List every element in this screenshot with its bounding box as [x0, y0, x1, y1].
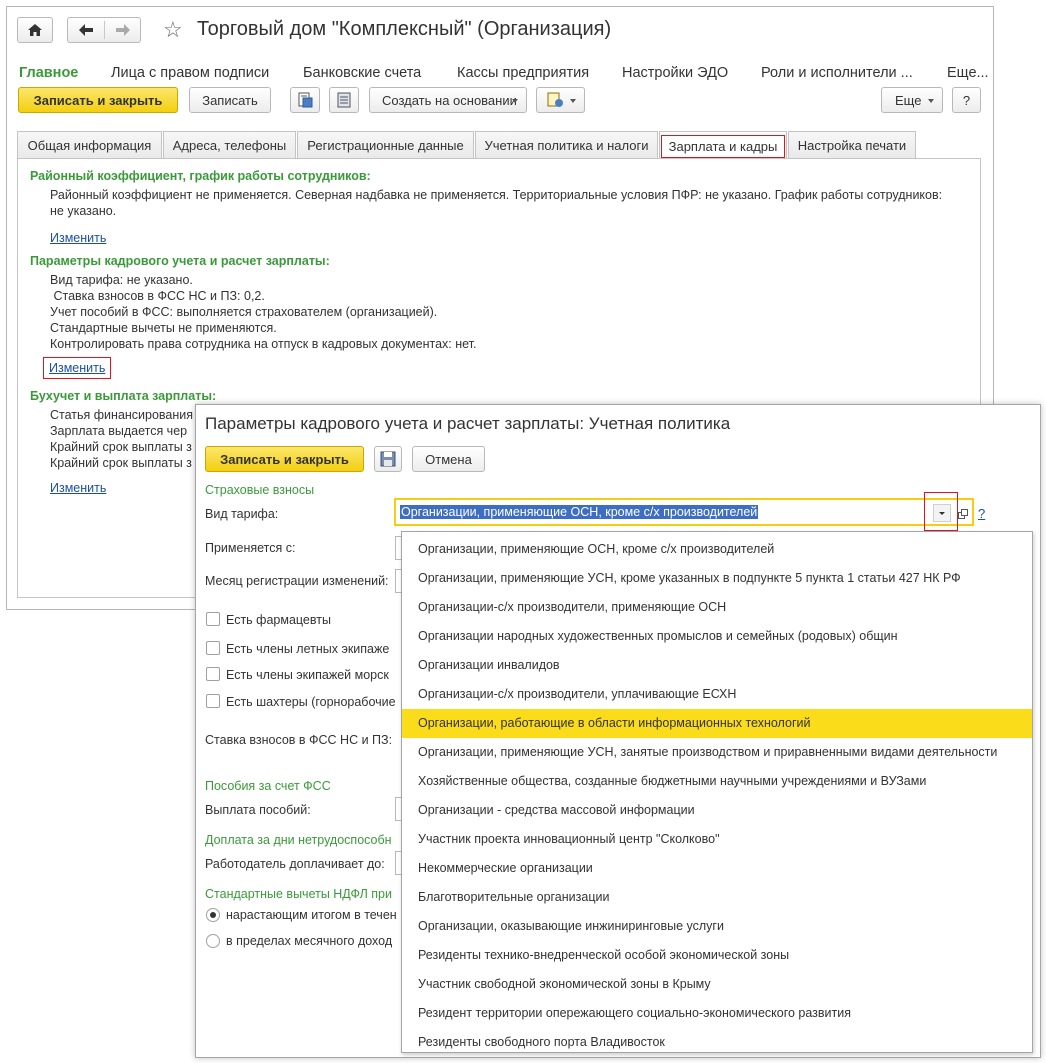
title-bar	[17, 17, 989, 81]
tariff-dropdown-button[interactable]	[933, 504, 951, 522]
tariff-option[interactable]: Некоммерческие организации	[418, 861, 593, 875]
floppy-disk-icon	[380, 451, 396, 467]
hr-params-line: Контролировать права сотрудника на отпуск в кадровых документах: нет.	[50, 337, 477, 351]
regional-change-link[interactable]: Изменить	[50, 231, 107, 245]
document-print-icon	[297, 92, 313, 108]
tab-strip	[17, 131, 987, 159]
tariff-option[interactable]: Резиденты свободного порта Владивосток	[418, 1035, 665, 1049]
tariff-option[interactable]: Организации - средства массовой информации	[418, 803, 695, 817]
dialog-save-close-button[interactable]: Записать и закрыть	[205, 446, 364, 472]
dialog-title: Параметры кадрового учета и расчет зарплаты: Учетная политика	[205, 414, 731, 433]
hr-params-change-label: Изменить	[49, 361, 106, 375]
history-nav	[67, 17, 141, 43]
tab-salary-hr-label: Зарплата и кадры	[661, 135, 786, 158]
pharmacists-checkbox[interactable]	[206, 612, 220, 626]
insurance-section-heading: Страховые взносы	[205, 483, 315, 497]
nav-roles[interactable]: Роли и исполнители ...	[761, 65, 913, 81]
help-button[interactable]: ?	[952, 87, 981, 113]
nav-main[interactable]: Главное	[19, 65, 79, 81]
print-doc-button[interactable]	[290, 87, 320, 113]
list-icon	[337, 92, 351, 108]
cumulative-radio[interactable]	[206, 908, 220, 922]
more-label: Еще	[895, 92, 922, 108]
tariff-option[interactable]: Участник проекта инновационный центр "Сколково"	[418, 832, 720, 846]
home-button[interactable]	[17, 17, 53, 43]
hr-params-line: Вид тарифа: не указано.	[50, 273, 193, 287]
monthly-label: в пределах месячного доход	[226, 934, 393, 948]
tariff-select[interactable]	[394, 498, 974, 526]
arrow-left-icon	[78, 23, 94, 37]
list-button[interactable]	[329, 87, 359, 113]
reports-button[interactable]	[536, 87, 585, 113]
tab-print-settings[interactable]: Настройка печати	[788, 131, 916, 159]
chevron-down-icon	[512, 99, 518, 103]
regional-text-line1: Районный коэффициент не применяется. Северная надбавка не применяется. Территориальные условия ПФР: не указано. График работы сотрудников:	[50, 188, 943, 202]
home-icon	[27, 22, 43, 38]
tariff-label: Вид тарифа:	[205, 507, 279, 521]
tariff-option[interactable]: Организации-с/х производители, применяющие ОСН	[418, 600, 727, 614]
hr-params-heading: Параметры кадрового учета и расчет зарплаты:	[30, 254, 330, 268]
nav-signers[interactable]: Лица с правом подписи	[111, 65, 270, 81]
back-button[interactable]	[68, 18, 104, 42]
tab-registration[interactable]: Регистрационные данные	[297, 131, 474, 159]
tab-general[interactable]: Общая информация	[17, 131, 162, 159]
tab-accounting-policy[interactable]: Учетная политика и налоги	[475, 131, 658, 159]
window-title: Торговый дом "Комплексный" (Организация)	[197, 18, 612, 40]
report-icon	[547, 92, 565, 108]
tab-addresses[interactable]: Адреса, телефоны	[163, 131, 296, 159]
tariff-option[interactable]: Хозяйственные общества, созданные бюджетными научными учреждениями и ВУЗами	[418, 774, 927, 788]
chevron-down-icon	[928, 99, 934, 103]
benefit-payment-label: Выплата пособий:	[205, 803, 311, 817]
hr-params-line: Стандартные вычеты не применяются.	[50, 321, 277, 335]
tariff-option[interactable]: Организации инвалидов	[418, 658, 560, 672]
hr-params-line: Ставка взносов в ФСС НС и ПЗ: 0,2.	[50, 289, 265, 303]
tariff-option[interactable]: Резидент территории опережающего социально-экономического развития	[418, 1006, 852, 1020]
tariff-help-link[interactable]: ?	[978, 506, 986, 521]
tariff-selected-text: Организации, применяющие ОСН, кроме с/х производителей	[401, 505, 758, 519]
monthly-radio[interactable]	[206, 934, 220, 948]
tariff-option[interactable]: Резиденты технико-внедренческой особой экономической зоны	[418, 948, 790, 962]
payroll-line: Крайний срок выплаты з	[50, 456, 192, 470]
section-navbar	[17, 63, 989, 85]
dialog-cancel-button[interactable]: Отмена	[412, 446, 485, 472]
tariff-option[interactable]: Организации, применяющие ОСН, кроме с/х производителей	[418, 542, 775, 556]
payroll-line: Крайний срок выплаты з	[50, 440, 192, 454]
miners-checkbox[interactable]	[206, 694, 220, 708]
sea-crew-checkbox[interactable]	[206, 667, 220, 681]
create-based-label: Создать на основании	[382, 92, 517, 108]
ndfl-section-heading: Стандартные вычеты НДФЛ при	[205, 887, 392, 901]
arrow-right-icon	[115, 23, 131, 37]
favorite-star-icon[interactable]: ☆	[163, 17, 183, 42]
chevron-down-icon	[939, 512, 945, 515]
tariff-option[interactable]: Организации-с/х производители, уплачивающие ЕСХН	[418, 687, 737, 701]
tariff-option[interactable]: Организации, оказывающие инжиниринговые услуги	[418, 919, 724, 933]
tariff-option[interactable]: Организации, применяющие УСН, кроме указанных в подпункте 5 пункта 1 статьи 427 НК РФ	[418, 571, 961, 585]
hr-params-line: Учет пособий в ФСС: выполняется страхователем (организацией).	[50, 305, 438, 319]
tariff-option[interactable]: Участник свободной экономической зоны в Крыму	[418, 977, 711, 991]
miners-label: Есть шахтеры (горнорабочие	[226, 695, 396, 709]
tab-salary-hr[interactable]	[659, 131, 787, 160]
dialog-save-button[interactable]	[374, 446, 402, 472]
applies-from-label: Применяется с:	[205, 541, 296, 555]
chevron-down-icon	[570, 99, 576, 103]
nav-bank-accounts[interactable]: Банковские счета	[303, 65, 422, 81]
benefits-section-heading: Пособия за счет ФСС	[205, 779, 331, 793]
payroll-heading: Бухучет и выплата зарплаты:	[30, 389, 217, 403]
cumulative-label: нарастающим итогом в течен	[226, 908, 397, 922]
tariff-dropdown-list	[401, 531, 1033, 1053]
nav-edo-settings[interactable]: Настройки ЭДО	[622, 65, 729, 81]
employer-pays-label: Работодатель доплачивает до:	[205, 857, 385, 871]
forward-button[interactable]	[105, 18, 141, 42]
pharmacists-label: Есть фармацевты	[226, 613, 331, 627]
nav-cash-desks[interactable]: Кассы предприятия	[457, 65, 590, 81]
tariff-option[interactable]: Организации народных художественных промыслов и семейных (родовых) общин	[418, 629, 898, 643]
save-button[interactable]: Записать	[189, 87, 271, 113]
flight-crew-checkbox[interactable]	[206, 641, 220, 655]
payroll-change-link[interactable]: Изменить	[50, 481, 107, 495]
create-based-button[interactable]	[369, 87, 527, 113]
nav-more[interactable]: Еще...	[947, 65, 989, 81]
open-in-window-icon[interactable]	[958, 509, 968, 519]
hr-params-change-link[interactable]	[43, 357, 111, 379]
save-close-button[interactable]: Записать и закрыть	[18, 87, 178, 113]
hr-policy-dialog	[195, 404, 1041, 1058]
payroll-line: Статья финансирования	[50, 408, 194, 422]
payroll-line: Зарплата выдается чер	[50, 424, 188, 438]
reg-month-label: Месяц регистрации изменений:	[205, 574, 389, 588]
tariff-option-highlighted[interactable]: Организации, работающие в области информационных технологий	[402, 709, 1032, 738]
sea-crew-label: Есть члены экипажей морск	[226, 668, 389, 682]
fss-rate-label: Ставка взносов в ФСС НС и ПЗ:	[205, 733, 393, 747]
regional-text-line2: не указано.	[50, 204, 117, 218]
regional-section-heading: Районный коэффициент, график работы сотрудников:	[30, 169, 371, 183]
surcharge-section-heading: Доплата за дни нетрудоспособн	[205, 833, 392, 847]
more-button[interactable]	[881, 87, 943, 113]
flight-crew-label: Есть члены летных экипаже	[226, 642, 390, 656]
tariff-option[interactable]: Организации, применяющие УСН, занятые производством и приравненными видами деятельности	[418, 745, 998, 759]
tariff-option[interactable]: Благотворительные организации	[418, 890, 610, 904]
